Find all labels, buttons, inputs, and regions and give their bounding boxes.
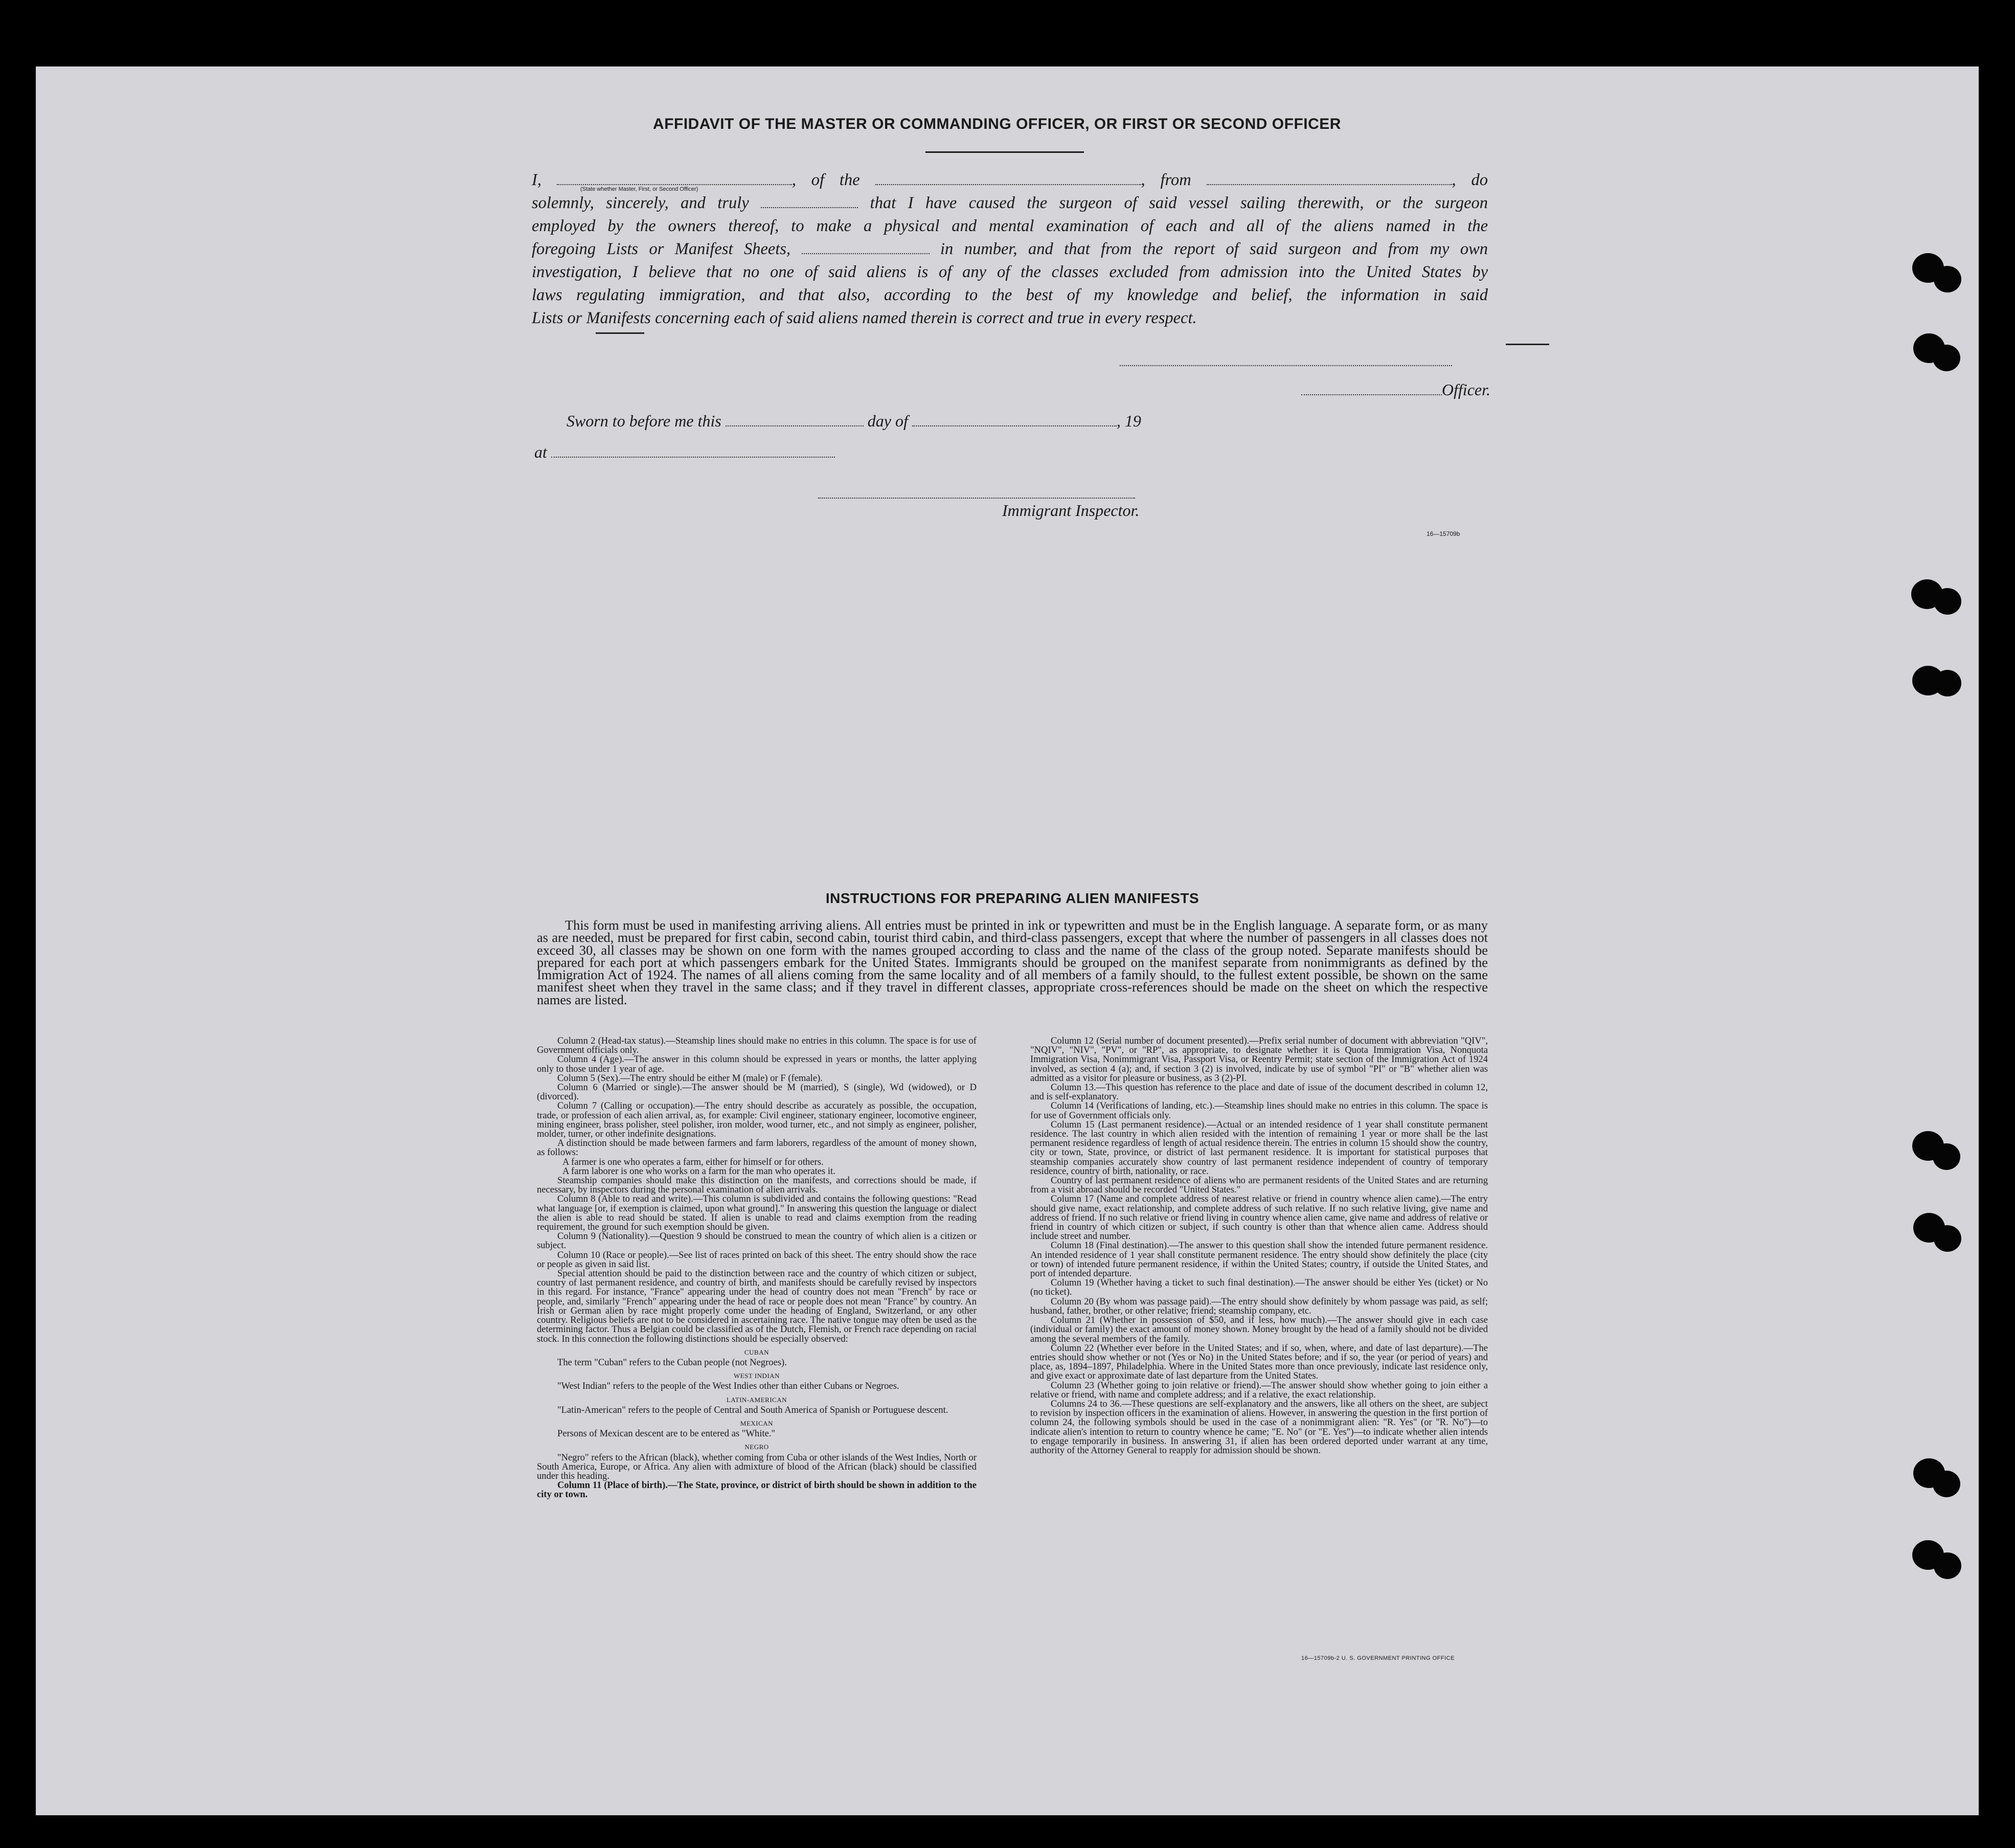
binder-hole bbox=[1933, 1143, 1960, 1170]
affidavit-line-2: solemnly, sincerely, and truly that I have caused the surgeon of said vessel sailing therewith, or the surgeon bbox=[532, 194, 1488, 212]
instructions-intro: This form must be used in manifesting arriving aliens. All entries must be printed in ink or typewritten and must be in the English language. A separate form, or as many as are needed, must be prepared for first cabin, second cabin, tourist third cabin, and third-class passengers, except that where the number of passengers in all classes does not exceed 30, all classes may be shown on one form with the names grouped according to class and the name of the class of the group noted. Separate manifests should be prepared for each port at which passengers embark for the United States. Immigrants should be grouped on the manifest separate from nonimmigrants as defined by the Immigration Act of 1924. The names of all aliens coming from the same locality and of all members of a family should, to the fullest extent possible, be shown on the same manifest sheet when they travel in the same class; and if they travel in different classes, appropriate cross-references should be made on the sheet on which the respective names are listed. bbox=[537, 917, 1488, 1007]
instruction-paragraph: Column 8 (Able to read and write).—This column is subdivided and contains the following questions: "Read what language [or, if exemption is claimed, upon what ground]." In answering this question the language or dialect the alien is able to read should be stated. If alien is unable to read and claims exemption from the reading requirement, the ground for such exemption should be given. bbox=[537, 1193, 977, 1233]
instruction-paragraph: A farm laborer is one who works on a farm for the man who operates it. bbox=[562, 1165, 835, 1177]
instruction-paragraph: Column 17 (Name and complete address of nearest relative or friend in country whence alien came).—The entry should give name, exact relationship, and complete address of such relative. If no such relative living, give name and address of friend. If no such relative or friend living in country whence alien came, give name and address of relative or friend in country of which citizen or subject, if such country is other than that whence alien came. Address should include street and number. bbox=[1030, 1193, 1488, 1242]
sworn-month-field[interactable] bbox=[912, 414, 1117, 426]
officer-signature-field[interactable] bbox=[1301, 383, 1442, 395]
officer-rank-field[interactable] bbox=[557, 173, 792, 185]
sworn-day-field[interactable] bbox=[726, 414, 864, 426]
instructions-title: INSTRUCTIONS FOR PREPARING ALIEN MANIFESTS bbox=[825, 890, 1199, 906]
inspector-signature-line[interactable] bbox=[818, 498, 1135, 499]
affidavit-line-5: investigation, I believe that no one of said aliens is of any of the classes excluded from admission into the United States by bbox=[532, 263, 1488, 281]
instruction-paragraph: Columns 24 to 36.—These questions are self-explanatory and the answers, like all others on the sheet, are subject to revision by inspection officers in the examination of aliens. However, in answering the question in the first portion of column 24, the following symbols should be used in the case of a nonimmigrant alien: "R. Yes" (or "R. No")—to indicate alien's intention to return to country whence he came; "E. No" (or "E. Yes")—to indicate whether alien intends to engage temporarily in business. In answering 31, if alien has been ordered deported under warrant at any time, authority of the Attorney General to reapply for admission should be shown. bbox=[1030, 1398, 1488, 1456]
port-from-field[interactable] bbox=[1207, 173, 1452, 185]
binder-hole bbox=[1934, 266, 1961, 292]
binder-hole bbox=[1934, 1225, 1961, 1252]
instruction-paragraph: Column 19 (Whether having a ticket to such final destination).—The answer should be either Yes (ticket) or No (no ticket). bbox=[1030, 1277, 1488, 1298]
binder-hole bbox=[1934, 1552, 1961, 1579]
instructions-right-column bbox=[1030, 1036, 1488, 1455]
instruction-paragraph: A farmer is one who operates a farm, either for himself or for others. bbox=[562, 1156, 824, 1167]
ink-mark bbox=[1506, 344, 1549, 345]
affidavit-line-6: laws regulating immigration, and that also, according to the best of my knowledge and belief, the information in said bbox=[532, 286, 1488, 304]
affidavit-line-1: I, , of the , from , do bbox=[532, 171, 1488, 189]
affidavit-title: AFFIDAVIT OF THE MASTER OR COMMANDING OFFICER, OR FIRST OR SECOND OFFICER bbox=[653, 116, 1341, 132]
sworn-place-row: at bbox=[534, 443, 835, 462]
rank-instruction-note: (State whether Master, First, or Second Officer) bbox=[580, 186, 698, 192]
oath-field[interactable] bbox=[761, 196, 858, 208]
ink-mark bbox=[596, 332, 644, 334]
instruction-paragraph: Country of last permanent residence of aliens who are permanent residents of the United States and are returning from a visit abroad should be recorded "United States." bbox=[1030, 1175, 1488, 1196]
vessel-name-field[interactable] bbox=[875, 173, 1141, 185]
race-definition: "West Indian" refers to the people of the West Indies other than either Cubans or Negroes. bbox=[557, 1381, 899, 1392]
instruction-paragraph: Column 21 (Whether in possession of $50, and if less, how much).—The answer should give in each case (individual or family) the exact amount of money shown. Money brought by the head of a family should not be divided among the several members of the family. bbox=[1030, 1315, 1488, 1344]
affidavit-body bbox=[532, 169, 1488, 330]
race-heading: WEST INDIAN bbox=[733, 1372, 780, 1380]
instructions-left-column bbox=[537, 1036, 977, 1500]
instruction-paragraph: Column 2 (Head-tax status).—Steamship lines should make no entries in this column. The space is for use of Government officials only. bbox=[537, 1035, 977, 1056]
race-heading: LATIN-AMERICAN bbox=[726, 1395, 787, 1404]
affidavit-line-3: employed by the owners thereof, to make a physical and mental examination of each and all of the aliens named in the bbox=[532, 217, 1488, 235]
affidavit-line-7: Lists or Manifests concerning each of said aliens named therein is correct and true in every respect. bbox=[532, 309, 1197, 327]
signature-line[interactable] bbox=[1120, 365, 1452, 366]
inspector-label: Immigrant Inspector. bbox=[1002, 501, 1140, 520]
officer-label: Officer. bbox=[1441, 380, 1490, 399]
printing-office-footer: 16—15709b-2 U. S. GOVERNMENT PRINTING OFFICE bbox=[1301, 1655, 1455, 1661]
instruction-paragraph: Column 20 (By whom was passage paid).—The entry should show definitely by whom passage was paid, as self; husband, father, brother, or other relative; friend; steamship company, etc. bbox=[1030, 1296, 1488, 1316]
binder-hole bbox=[1934, 588, 1961, 615]
sworn-row: Sworn to before me this day of , 19 bbox=[567, 412, 1141, 430]
binder-hole bbox=[1933, 1471, 1960, 1497]
race-heading: CUBAN bbox=[744, 1348, 769, 1356]
form-number: 16—15709b bbox=[1427, 530, 1460, 537]
instruction-paragraph: Column 6 (Married or single).—The answer should be M (married), S (single), Wd (widowed), or D (divorced). bbox=[537, 1082, 977, 1102]
binder-hole bbox=[1933, 345, 1960, 371]
officer-signature-row bbox=[1286, 380, 1490, 399]
title-underline bbox=[925, 151, 1084, 153]
instruction-paragraph: Steamship companies should make this distinction on the manifests, and corrections should be made, if necessary, by inspectors during the personal examination of alien arrivals. bbox=[537, 1175, 977, 1196]
instruction-paragraph: A distinction should be made between farmers and farm laborers, regardless of the amount of money shown, as follows: bbox=[537, 1138, 977, 1158]
instruction-paragraph: Column 9 (Nationality).—Question 9 should be construed to mean the country of which alien is a citizen or subject. bbox=[537, 1231, 977, 1251]
affidavit-line-4: foregoing Lists or Manifest Sheets, in number, and that from the report of said surgeon and from my own bbox=[532, 240, 1488, 258]
binder-hole bbox=[1934, 670, 1961, 696]
instruction-paragraph: Column 14 (Verifications of landing, etc.).—Steamship lines should make no entries in this column. The space is for use of Government officials only. bbox=[1030, 1100, 1488, 1121]
race-definition: "Latin-American" refers to the people of Central and South America of Spanish or Portuguese descent. bbox=[557, 1404, 948, 1415]
race-definition: Persons of Mexican descent are to be entered as "White." bbox=[557, 1428, 776, 1439]
instruction-paragraph: Column 12 (Serial number of document presented).—Prefix serial number of document with abbreviation "QIV", "NQIV", "NIV", "PV", or "RP", as appropriate, to designate whether it is Quota Immigration Visa, Nonquota Immigration Visa, Nonimmigrant Visa, Passport Visa, or Reentry Permit; state section of the Immigration Act of 1924 involved, as section 4 (a); and, if section 3 (2) is involved, indicate by use of symbol "PI" or "B" whether alien was admitted as a visitor for pleasure or business, as 3 (2)-PI. bbox=[1030, 1035, 1488, 1084]
instruction-paragraph: Column 4 (Age).—The answer in this column should be expressed in years or months, the latter applying only to those under 1 year of age. bbox=[537, 1054, 977, 1074]
instruction-paragraph: Column 22 (Whether ever before in the United States; and if so, when, where, and date of last departure).—The entries should show whether or not (Yes or No) in the United States before; and if so, the year (or period of years) and place, as, 1894–1897, Philadelphia. Where in the United States more than once previously, indicate last residence only, and give exact or approximate date of last departure from the United States. bbox=[1030, 1342, 1488, 1382]
race-heading: MEXICAN bbox=[740, 1419, 774, 1427]
sheet-count-field[interactable] bbox=[802, 242, 930, 254]
race-definition: "Negro" refers to the African (black), whether coming from Cuba or other islands of the West Indies, North or South America, Europe, or Africa. Any alien with admixture of blood of the African (black) should be classified under this heading. bbox=[537, 1452, 977, 1481]
race-heading: NEGRO bbox=[744, 1443, 769, 1451]
instruction-paragraph: Column 7 (Calling or occupation).—The entry should describe as accurately as possible, the occupation, trade, or profession of each alien arrival, as, for example: Civil engineer, stationary engineer, locomotive engineer, mining engineer, brass polisher, steel polisher, iron molder, wood turner, etc., and not simply as engineer, polisher, molder, turner, or other indefinite designations. bbox=[537, 1100, 977, 1140]
race-definition: The term "Cuban" refers to the Cuban people (not Negroes). bbox=[557, 1357, 787, 1368]
instruction-paragraph: Column 11 (Place of birth).—The State, province, or district of birth should be shown in addition to the city or town. bbox=[537, 1480, 977, 1500]
instruction-paragraph: Column 15 (Last permanent residence).—Actual or an intended residence of 1 year shall constitute permanent residence. The last country in which alien resided with the intention of remaining 1 year or more shall be the last permanent residence regardless of length of actual residence therein. The entries in column 15 should show the country, city or town, State, province, or district of last permanent residence. It is important for statistical purposes that steamship companies accurately show country of last permanent residence independent of country of temporary residence, country of birth, nationality, or race. bbox=[1030, 1119, 1488, 1177]
instruction-paragraph: Column 18 (Final destination).—The answer to this question shall show the intended future permanent residence. An intended residence of 1 year shall constitute permanent residence. The entry should show definitely the place (city or town) of intended future permanent residence, if within the United States; country, if outside the United States, and port of intended departure. bbox=[1030, 1240, 1488, 1279]
instruction-paragraph: Column 5 (Sex).—The entry should be either M (male) or F (female). bbox=[557, 1072, 823, 1084]
instruction-paragraph: Column 10 (Race or people).—See list of races printed on back of this sheet. The entry should show the race or people as given in said list. bbox=[537, 1249, 977, 1270]
instruction-paragraph: Column 23 (Whether going to join relative or friend).—The answer should show whether going to join either a relative or friend, with name and complete address; and if a relative, the exact relationship. bbox=[1030, 1380, 1488, 1400]
sworn-place-field[interactable] bbox=[551, 445, 835, 458]
instruction-paragraph: Column 13.—This question has reference to the place and date of issue of the document described in column 12, and is self-explanatory. bbox=[1030, 1082, 1488, 1102]
instruction-paragraph: Special attention should be paid to the distinction between race and the country of which citizen or subject, country of last permanent residence, and country of birth, and manifests should be carefully revised by inspectors in this regard. For instance, "France" appearing under the head of country does not mean "French" by race or people, and, similarly "French" appearing under the head of race or people does not mean "France" by country. An Irish or German alien by race might properly come under the heading of England, Switzerland, or any other country. Religious beliefs are not to be considered in ascertaining race. The native tongue may often be used as the determining factor. Thus a Belgian could be classified as of the Dutch, Flemish, or French race depending on racial stock. In this connection the following distinctions should be especially observed: bbox=[537, 1268, 977, 1344]
